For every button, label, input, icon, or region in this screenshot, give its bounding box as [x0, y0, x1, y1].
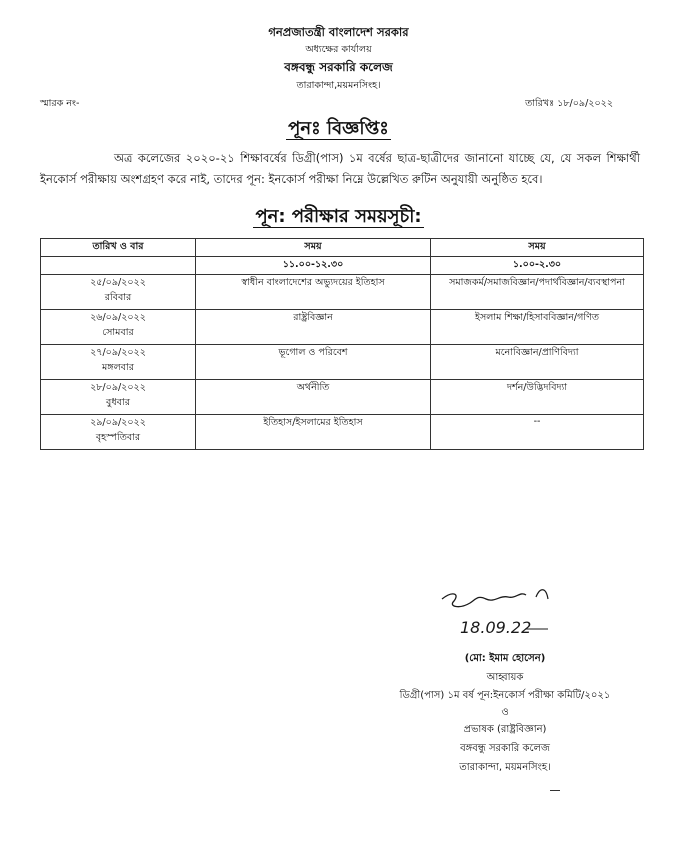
notice-title-text: পূনঃ বিজ্ঞপ্তিঃ	[288, 118, 389, 139]
header-time-1: সময়	[196, 239, 431, 257]
date-value: ২৬/০৯/২০২২	[90, 312, 146, 323]
slot1-subject: রাষ্ট্রবিজ্ঞান	[196, 310, 431, 345]
day-value: মঙ্গলবার	[102, 362, 134, 373]
office-header: অধ্যক্ষের কার্যালয়	[305, 44, 372, 55]
memo-number-label: স্মারক নং-	[40, 98, 80, 109]
slot2-subject: ইসলাম শিক্ষা/হিসাববিজ্ঞান/গণিত	[431, 310, 644, 345]
header-time-2: সময়	[431, 239, 644, 257]
signature-date: 18.09.22	[460, 618, 532, 637]
table-row	[41, 415, 644, 450]
schedule-title-text: পূন: পরীক্ষার সময়সূচী:	[255, 206, 422, 227]
time-slot-row	[41, 257, 644, 275]
college-address: তারাকান্দা,ময়মনসিংহ।	[296, 80, 381, 91]
slot1-subject: স্বাধীন বাংলাদেশের অভ্যুদয়ের ইতিহাস	[196, 275, 431, 310]
slot1-subject: অর্থনীতি	[196, 380, 431, 415]
slot2-subject: --	[431, 415, 644, 450]
table-row	[41, 345, 644, 380]
date-value: ২৭/০৯/২০২২	[90, 347, 146, 358]
notice-body: অত্র কলেজের ২০২০-২১ শিক্ষাবর্ষের ডিগ্রী(পাস) ১ম বর্ষের ছাত্র-ছাত্রীদের জানানো যাচ্ছে যে, যে সকল শিক্ষার্থী ইনকোর্স পরীক্ষায় অংশগ্রহণ করে নাই, তাদের পূন: ইনকোর্স পরীক্ষা নিম্নে উল্লেখিত রুটিন অনুযায়ী অনুষ্ঠিত হবে।	[40, 151, 640, 186]
date-cell	[41, 415, 196, 450]
notice-date: তারিখঃ ১৮/০৯/২০২২	[525, 98, 613, 109]
slot2-subject: মনোবিজ্ঞান/প্রাণিবিদ্যা	[431, 345, 644, 380]
schedule-title	[0, 202, 677, 233]
signatory-role: আহ্বায়ক	[486, 672, 524, 683]
handwritten-signature	[430, 585, 580, 645]
slot2-subject: সমাজকর্ম/সমাজবিজ্ঞান/পদার্থবিজ্ঞান/ব্যবস্থাপনা	[431, 275, 644, 310]
time-slot-1: ১১.০০-১২.৩০	[196, 257, 431, 275]
day-value: রবিবার	[104, 292, 132, 303]
schedule-table	[40, 238, 644, 450]
date-value: ২৯/০৯/২০২২	[90, 417, 146, 428]
date-cell	[41, 275, 196, 310]
day-value: বুধবার	[106, 397, 130, 408]
empty-cell	[41, 257, 196, 275]
day-value: সোমবার	[102, 327, 134, 338]
govt-header: গনপ্রজাতন্ত্রী বাংলাদেশ সরকার	[268, 25, 409, 39]
table-row	[41, 310, 644, 345]
notice-title	[0, 114, 677, 145]
slot1-subject: ইতিহাস/ইসলামের ইতিহাস	[196, 415, 431, 450]
college-name: বঙ্গবন্ধু সরকারি কলেজ	[284, 60, 393, 74]
date-cell	[41, 380, 196, 415]
signatory-position: প্রভাষক (রাষ্ট্রবিজ্ঞান)	[463, 724, 547, 735]
time-slot-2: ১.০০-২.৩০	[431, 257, 644, 275]
day-value: বৃহস্পতিবার	[95, 432, 141, 443]
conjunction: ও	[501, 707, 509, 718]
table-row	[41, 275, 644, 310]
table-row	[41, 380, 644, 415]
divider-mark	[550, 790, 560, 791]
date-cell	[41, 345, 196, 380]
table-header-row	[41, 239, 644, 257]
date-value: ২৮/০৯/২০২২	[90, 382, 146, 393]
signatory-college: বঙ্গবন্ধু সরকারি কলেজ	[460, 743, 550, 754]
date-value: ২৫/০৯/২০২২	[90, 277, 146, 288]
signature-scribble	[430, 585, 580, 645]
date-cell	[41, 310, 196, 345]
slot1-subject: ভূগোল ও পরিবেশ	[196, 345, 431, 380]
signatory-name: (মো: ইমাম হোসেন)	[464, 653, 546, 664]
committee-name: ডিগ্রী(পাস) ১ম বর্ষ পূন:ইনকোর্স পরীক্ষা কমিটি/২০২১	[399, 690, 611, 701]
slot2-subject: দর্শন/উদ্ভিদবিদ্যা	[431, 380, 644, 415]
header-date-day: তারিখ ও বার	[41, 239, 196, 257]
signatory-address: তারাকান্দা, ময়মনসিংহ।	[459, 762, 551, 773]
